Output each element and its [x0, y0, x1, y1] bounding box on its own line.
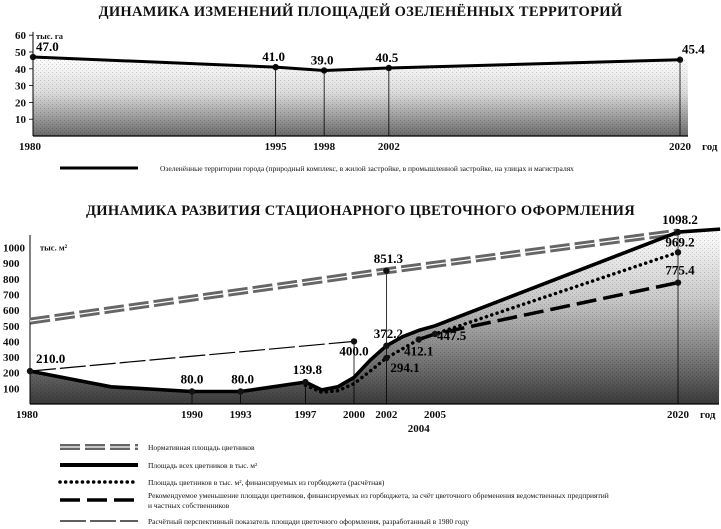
chart1-plot [15, 30, 718, 173]
chart2-data-point [27, 368, 33, 374]
chart2-data-point [189, 388, 195, 394]
chart1-x-unit: год [702, 141, 718, 153]
chart2-data-point [383, 343, 389, 349]
chart1-data-label: 40.5 [375, 49, 399, 65]
legend-text-projection-1980: Расчётный перспективный показатель площади цветочного оформления, разработанный в 1980 году [148, 517, 469, 526]
chart1-data-label: 39.0 [310, 52, 334, 68]
chart2-data-point [675, 279, 681, 285]
chart2-data-label: 294.1 [390, 359, 420, 375]
chart2-y-tick-label: 800 [3, 273, 20, 286]
chart2-data-point [383, 268, 389, 274]
chart2-x-tick-label: 2000 [343, 409, 365, 421]
chart2-y-tick-label: 900 [3, 258, 20, 271]
chart2-data-point [383, 355, 389, 361]
chart1-x-tick-label: 1980 [19, 141, 41, 153]
chart2-data-label: 969.2 [665, 234, 695, 250]
chart1-y-tick-label: 20 [15, 97, 26, 110]
chart2-x-unit: год [700, 409, 716, 421]
chart2-data-point [416, 336, 422, 342]
chart2-x-tick-label: 2020 [667, 409, 689, 421]
chart1-x-tick-label: 1998 [313, 141, 336, 153]
chart2-data-label: 80.0 [180, 371, 204, 387]
chart2-x-tick-label: 1990 [181, 409, 203, 421]
chart2-x-tick-label: 2005 [424, 409, 446, 421]
chart1-y-tick-label: 10 [15, 114, 26, 127]
chart2-data-point [302, 379, 308, 385]
legend-text-recommended-cont: и частных собственников [148, 501, 230, 510]
legend-text-recommended: Рекомендуемое уменьшение площади цветников, финансируемых из горбюджета, за счёт цветочного обременения ведомственных предприятий [148, 491, 609, 500]
chart1-data-label: 45.4 [682, 41, 705, 57]
chart2-y-tick-label: 1000 [3, 242, 25, 255]
chart1-x-tick-label: 2002 [377, 141, 400, 153]
chart2-y-unit: тыс. м² [40, 242, 68, 253]
chart2-data-label: 447.5 [437, 327, 467, 343]
chart2-data-point [237, 388, 243, 394]
chart2-data-label: 412.1 [404, 343, 434, 359]
chart2-y-tick-label: 200 [3, 367, 20, 380]
chart1-title: ДИНАМИКА ИЗМЕНЕНИЙ ПЛОЩАДЕЙ ОЗЕЛЕНЁННЫХ ТЕРРИТОРИЙ [98, 4, 623, 20]
chart2-x-tick-label: 2004 [407, 423, 430, 435]
chart1-data-label: 47.0 [36, 39, 59, 55]
chart2-plot [3, 212, 720, 435]
chart2-y-tick-label: 700 [3, 289, 20, 302]
chart1-data-label: 41.0 [262, 49, 285, 65]
chart2-title: ДИНАМИКА РАЗВИТИЯ СТАЦИОНАРНОГО ЦВЕТОЧНОГО ОФОРМЛЕНИЯ [85, 203, 636, 219]
chart2-data-label: 80.0 [231, 371, 254, 387]
chart2-y-tick-label: 600 [3, 305, 20, 318]
chart2-data-label: 400.0 [339, 343, 369, 359]
chart2-data-point [675, 249, 681, 255]
chart1-y-tick-label: 60 [15, 30, 26, 43]
chart2-x-tick-label: 1993 [229, 409, 252, 421]
chart2-x-tick-label: 2002 [375, 409, 398, 421]
chart2-data-label: 851.3 [373, 250, 404, 266]
chart2-data-label: 775.4 [665, 262, 695, 278]
chart1-legend-text: Озеленённые территории города (природный комплекс, в жилой застройке, в промышленной застройке, на улицах и магистралях [160, 164, 574, 173]
chart2-data-label: 210.0 [36, 351, 66, 367]
chart1-y-tick-label: 30 [15, 80, 26, 93]
chart2-y-tick-label: 100 [3, 383, 20, 396]
chart2-y-tick-label: 400 [3, 336, 20, 349]
legend-text-normative: Нормативная площадь цветников [148, 443, 255, 452]
chart2-data-label: 1098.2 [662, 212, 698, 228]
chart-legend [60, 443, 609, 526]
legend-text-all: Площадь всех цветников в тыс. м² [148, 461, 258, 470]
chart2-data-label: 139.8 [292, 362, 323, 378]
legend-text-budget: Площадь цветников в тыс. м², финансируемых из горбюджета (расчётная) [148, 478, 385, 487]
chart2-data-label: 372.2 [373, 325, 404, 341]
chart1-y-tick-label: 50 [15, 47, 26, 59]
chart2-y-tick-label: 500 [3, 320, 20, 333]
chart1-y-unit: тыс. га [36, 30, 63, 41]
chart2-x-tick-label: 1997 [294, 409, 317, 421]
chart1-y-tick-label: 40 [15, 63, 26, 76]
chart1-x-tick-label: 2020 [669, 141, 691, 153]
chart2-y-tick-label: 300 [3, 352, 20, 365]
chart1-x-tick-label: 1995 [264, 141, 287, 153]
chart2-x-tick-label: 1980 [16, 409, 38, 421]
